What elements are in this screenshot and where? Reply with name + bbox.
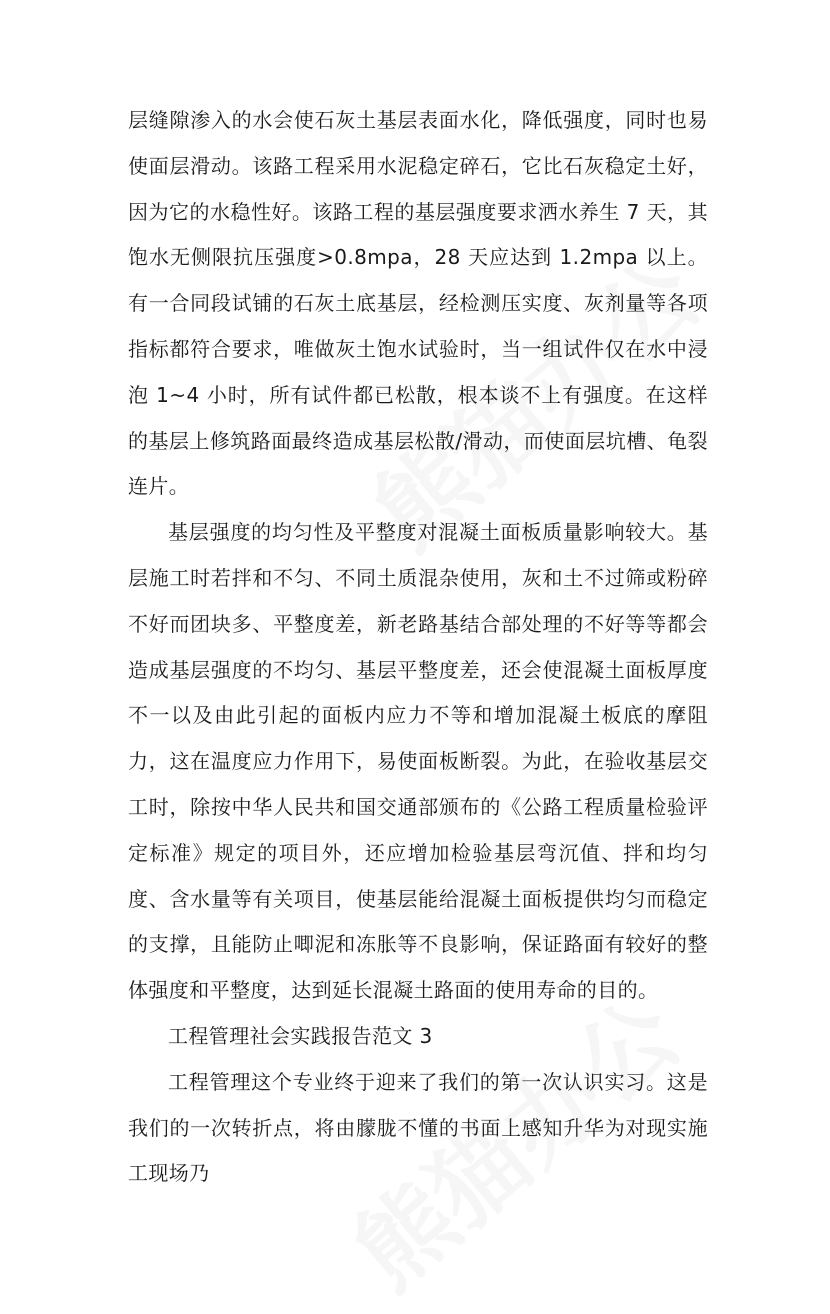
paragraph: 工程管理这个专业终于迎来了我们的第一次认识实习。这是我们的一次转折点，将由朦胧不懂的书面上感知升华为对现实施工现场乃	[128, 1069, 708, 1186]
paragraph-continued: 层缝隙渗入的水会使石灰土基层表面水化，降低强度，同时也易使面层滑动。该路工程采用水泥稳定碎石，它比石灰稳定土好，因为它的水稳性好。该路工程的基层强度要求洒水养生 7 天，其饱水无侧限抗压强度>0.8mpa，28 天应达到 1.2mpa 以上。有一合同段试铺的石灰土底基层，经检测压实度、灰剂量等各项指标都符合要求，唯做灰土饱水试验时，当一组试件仅在水中浸泡 1~4 小时，所有试件都已松散，根本谈不上有强度。在这样的基层上修筑路面最终造成基层松散/滑动，而使面层坑槽、龟裂连片。	[128, 108, 708, 499]
section-heading: 工程管理社会实践报告范文 3	[168, 1023, 433, 1048]
document-body	[128, 98, 708, 1197]
paragraph: 基层强度的均匀性及平整度对混凝土面板质量影响较大。基层施工时若拌和不匀、不同土质混杂使用，灰和土不过筛或粉碎不好而团块多、平整度差，新老路基结合部处理的不好等等都会造成基层强度的不均匀、基层平整度差，还会使混凝土面板厚度不一以及由此引起的面板内应力不等和增加混凝土板底的摩阻力，这在温度应力作用下，易使面板断裂。为此，在验收基层交工时，除按中华人民共和国交通部颁布的《公路工程质量检验评定标准》规定的项目外，还应增加检验基层弯沉值、拌和均匀度、含水量等有关项目，使基层能给混凝土面板提供均匀而稳定的支撑，且能防止唧泥和冻胀等不良影响，保证路面有较好的整体强度和平整度，达到延长混凝土路面的使用寿命的目的。	[128, 520, 708, 1003]
